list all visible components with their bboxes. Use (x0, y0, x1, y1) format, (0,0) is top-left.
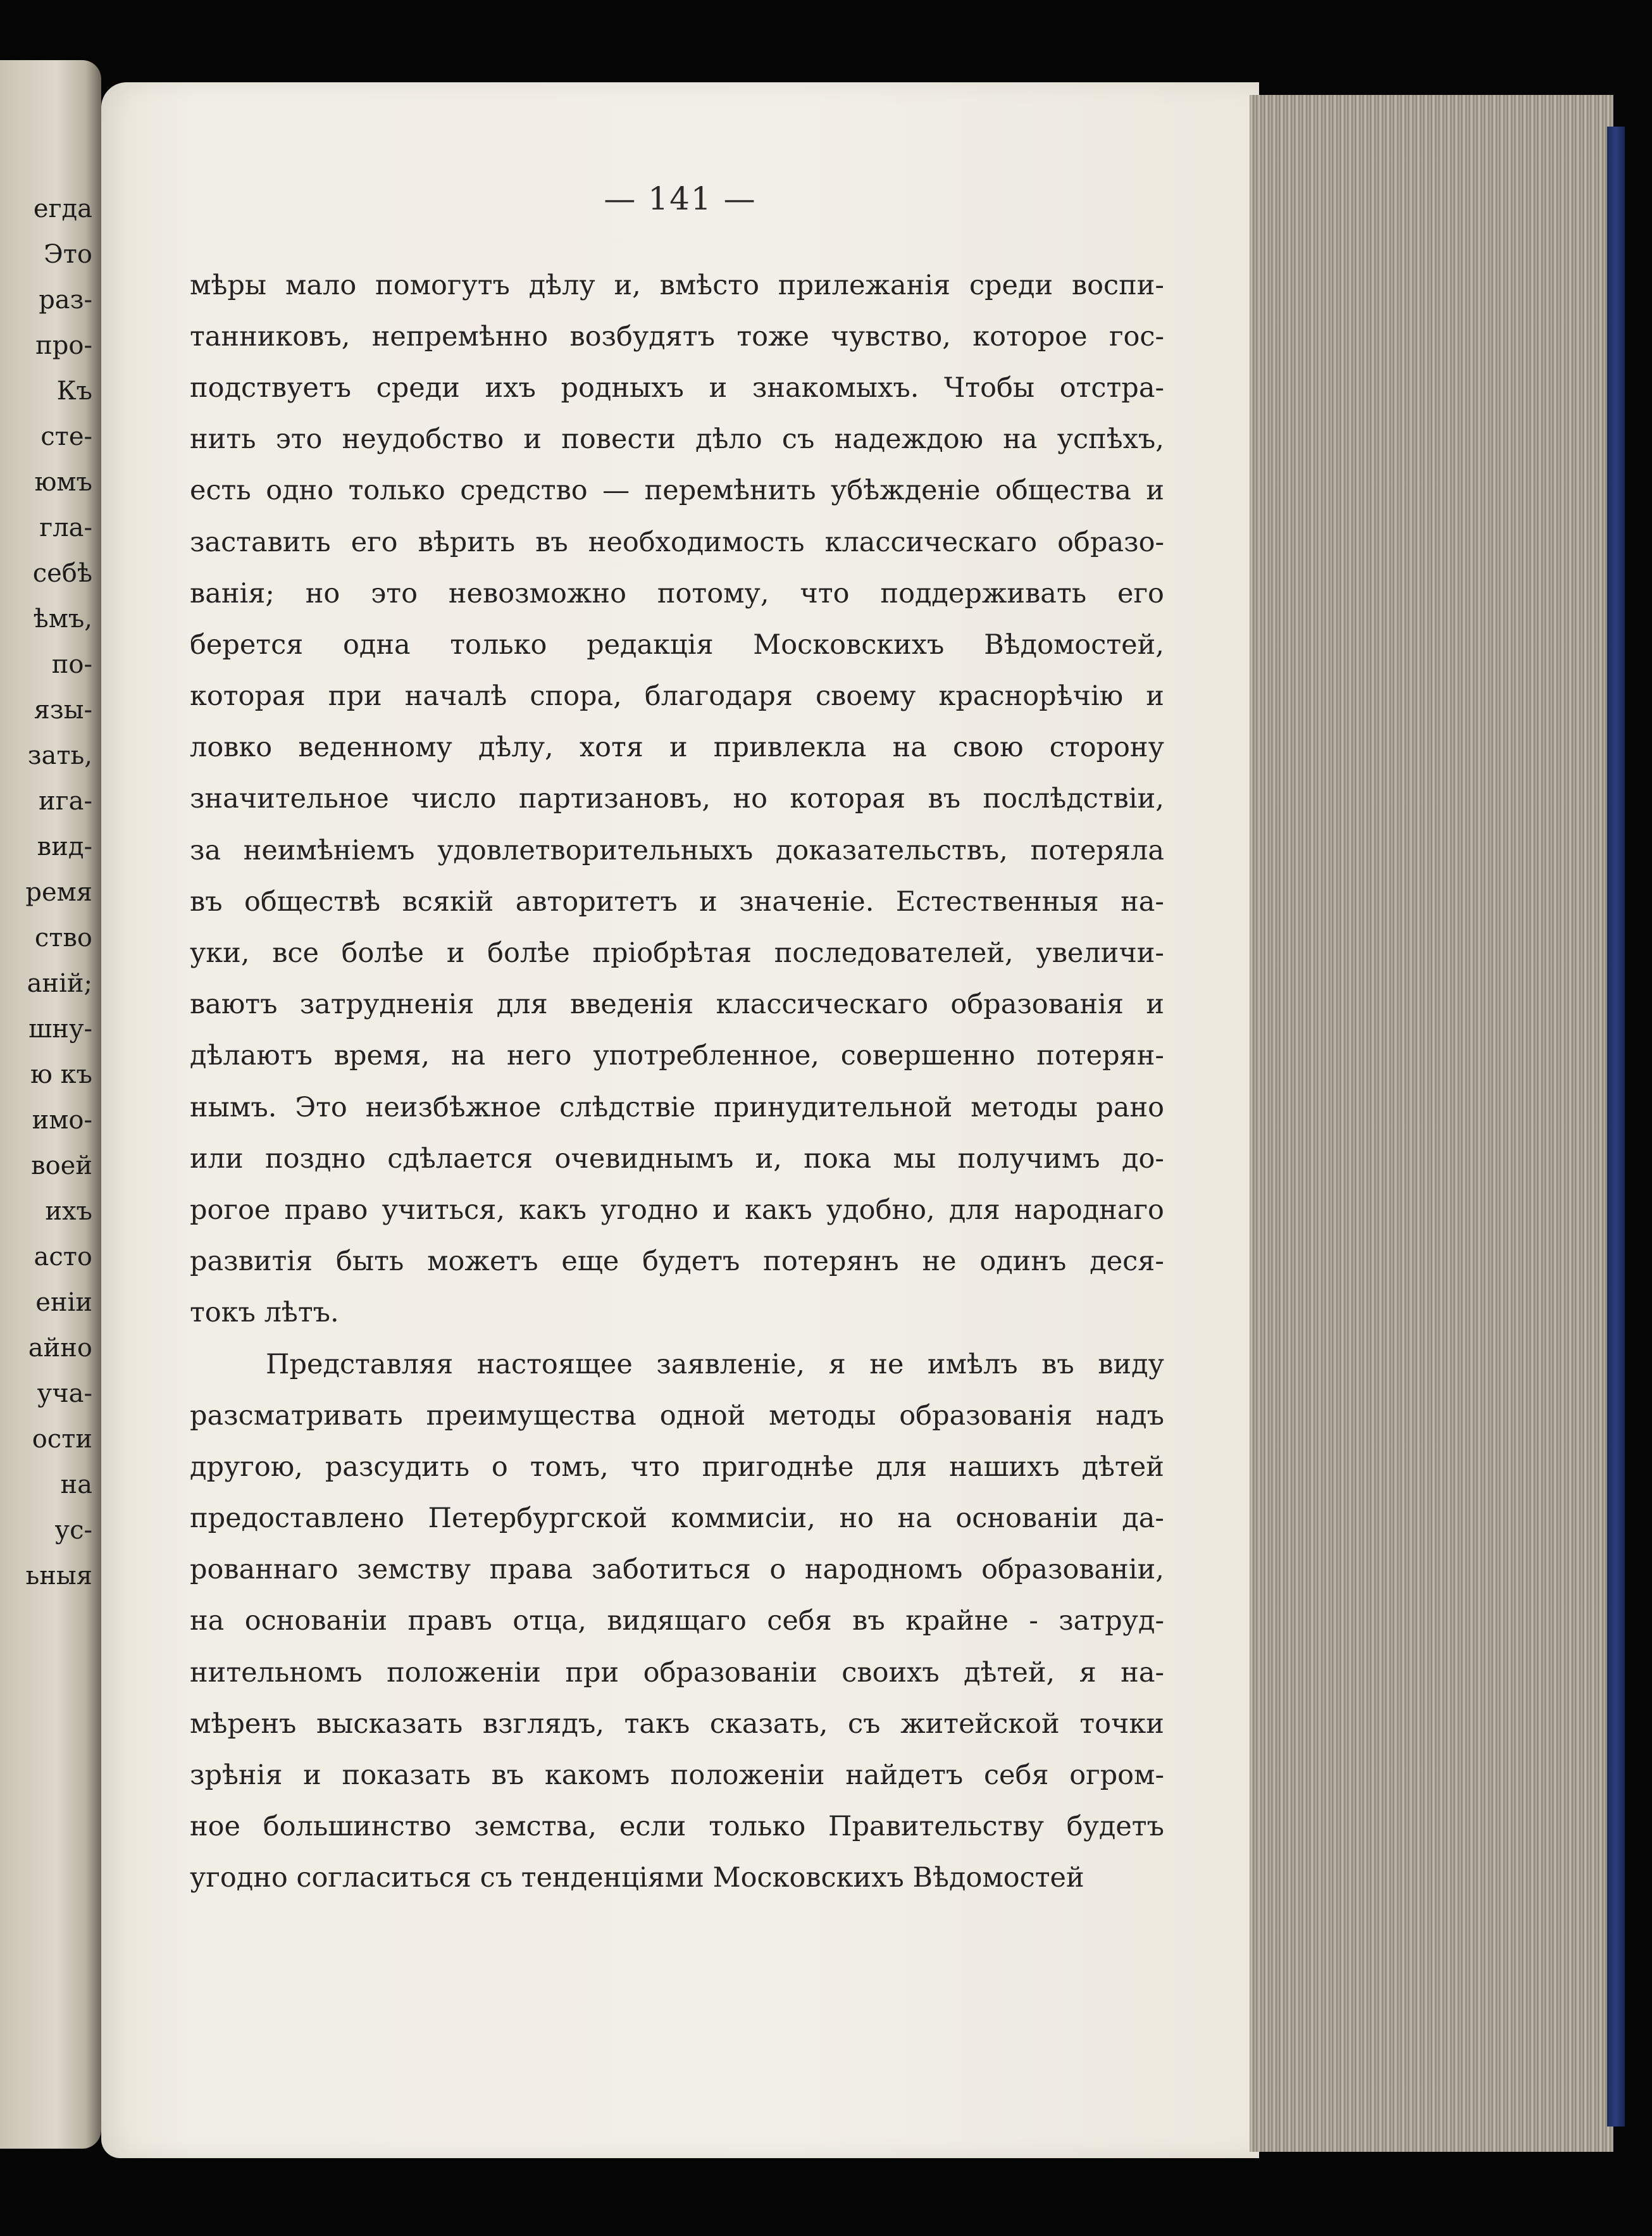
text-line: нымъ. Это неизбѣжное слѣдствіе принудительной методы рано (190, 1091, 1164, 1123)
text-line: развитія быть можетъ еще будетъ потерянъ не одинъ деся- (190, 1246, 1164, 1278)
text-line: значительное число партизановъ, но которая въ послѣдствіи, (190, 783, 1164, 815)
left-page-fragment: юмъ (34, 468, 92, 497)
left-page-fragment: Это (44, 240, 92, 269)
left-page-fragment: ьныя (25, 1561, 92, 1590)
text-line: нить это неудобство и повести дѣло съ надеждою на успѣхъ, (190, 423, 1164, 456)
text-line: ное большинство земства, если только Правительству будетъ (190, 1811, 1164, 1843)
text-line: на основаніи правъ отца, видящаго себя въ крайне - затруд- (190, 1605, 1164, 1637)
text-line: предоставлено Петербургской коммисіи, но на основаніи да- (190, 1502, 1164, 1535)
text-line: рогое право учиться, какъ угодно и какъ удобно, для народнаго (190, 1194, 1164, 1226)
left-page-fragment: егда (33, 194, 92, 223)
text-line: Представляя настоящее заявленіе, я не имѣлъ въ виду (266, 1348, 1164, 1380)
left-page-fragment: шну- (28, 1015, 92, 1044)
text-line: подствуетъ среди ихъ родныхъ и знакомыхъ. Чтобы отстра- (190, 372, 1164, 404)
left-page-fragment: гла- (39, 513, 92, 542)
left-page-fragment: язы- (34, 696, 92, 725)
text-line: мѣренъ высказать взглядъ, такъ сказать, съ житейской точки (190, 1708, 1164, 1740)
left-page-fragment: имо- (32, 1106, 92, 1135)
left-page-fragment: уча- (37, 1379, 92, 1408)
text-line: нительномъ положеніи при образованіи своихъ дѣтей, я на- (190, 1656, 1164, 1689)
page-body-text (190, 259, 1164, 1904)
text-line: дѣлаютъ время, на него употребленное, совершенно потерян- (190, 1040, 1164, 1072)
left-page-fragment: ство (34, 923, 92, 952)
left-page-fragment: ѣмъ, (33, 604, 92, 634)
text-line: танниковъ, непремѣнно возбудятъ тоже чувство, которое гос- (190, 320, 1164, 353)
left-page-fragment: еніи (35, 1288, 92, 1317)
left-page-fragment: по- (51, 650, 92, 679)
left-page-fragment: ус- (54, 1516, 92, 1545)
left-page-fragment: ига- (39, 787, 92, 816)
page-edges (1250, 95, 1613, 2152)
text-line: зрѣнія и показать въ какомъ положеніи найдетъ себя огром- (190, 1759, 1164, 1792)
left-page-fragment: аній; (27, 969, 92, 998)
text-line: есть одно только средство — перемѣнить убѣжденіе общества и (190, 475, 1164, 507)
text-line: которая при началѣ спора, благодаря своему краснорѣчію и (190, 680, 1164, 713)
book-cover-edge (1607, 127, 1625, 2127)
text-line: токъ лѣтъ. (190, 1297, 339, 1329)
text-line: берется одна только редакція Московскихъ Вѣдомостей, (190, 628, 1164, 661)
left-page-fragment: асто (34, 1242, 92, 1271)
text-line: ловко веденному дѣлу, хотя и привлекла на свою сторону (190, 732, 1164, 764)
text-line: разсматривать преимущества одной методы образованія надъ (190, 1399, 1164, 1432)
left-page-fragment: ю къ (30, 1060, 92, 1089)
text-line: мѣры мало помогутъ дѣлу и, вмѣсто прилежанія среди воспи- (190, 269, 1164, 301)
left-page-fragment: раз- (39, 285, 92, 315)
left-page-fragment: воей (31, 1151, 92, 1180)
text-line: другою, разсудить о томъ, что пригоднѣе для нашихъ дѣтей (190, 1451, 1164, 1483)
text-line: ваютъ затрудненія для введенія классическаго образованія и (190, 989, 1164, 1021)
text-line: или поздно сдѣлается очевиднымъ и, пока мы получимъ до- (190, 1142, 1164, 1175)
text-line: угодно согласиться съ тенденціями Московскихъ Вѣдомостей (190, 1862, 1084, 1894)
left-page-fragment: себѣ (32, 559, 92, 588)
left-page-fragment: айно (28, 1333, 92, 1363)
text-line: уки, все болѣе и болѣе пріобрѣтая последователей, увеличи- (190, 937, 1164, 970)
left-page-fragment: ости (32, 1425, 92, 1454)
text-line: заставить его вѣрить въ необходимость классическаго образо- (190, 526, 1164, 558)
left-page-fragment: на (60, 1470, 92, 1499)
left-page-fragment: ихъ (45, 1197, 92, 1226)
page-number: — 141 — (604, 180, 757, 217)
left-page-fragment: Къ (56, 377, 92, 406)
text-line: въ обществѣ всякій авторитетъ и значеніе. Естественныя на- (190, 885, 1164, 918)
left-page-fragment: сте- (40, 422, 92, 451)
previous-page-edge (0, 60, 101, 2149)
left-page-fragment: зать, (27, 741, 92, 770)
text-line: ванія; но это невозможно потому, что поддерживать его (190, 577, 1164, 609)
left-page-fragment: ремя (25, 878, 92, 907)
text-line: за неимѣніемъ удовлетворительныхъ доказательствъ, потеряла (190, 834, 1164, 866)
left-page-fragment: про- (35, 331, 92, 360)
text-line: рованнаго земству права заботиться о народномъ образованіи, (190, 1554, 1164, 1586)
left-page-fragment: вид- (37, 832, 92, 861)
